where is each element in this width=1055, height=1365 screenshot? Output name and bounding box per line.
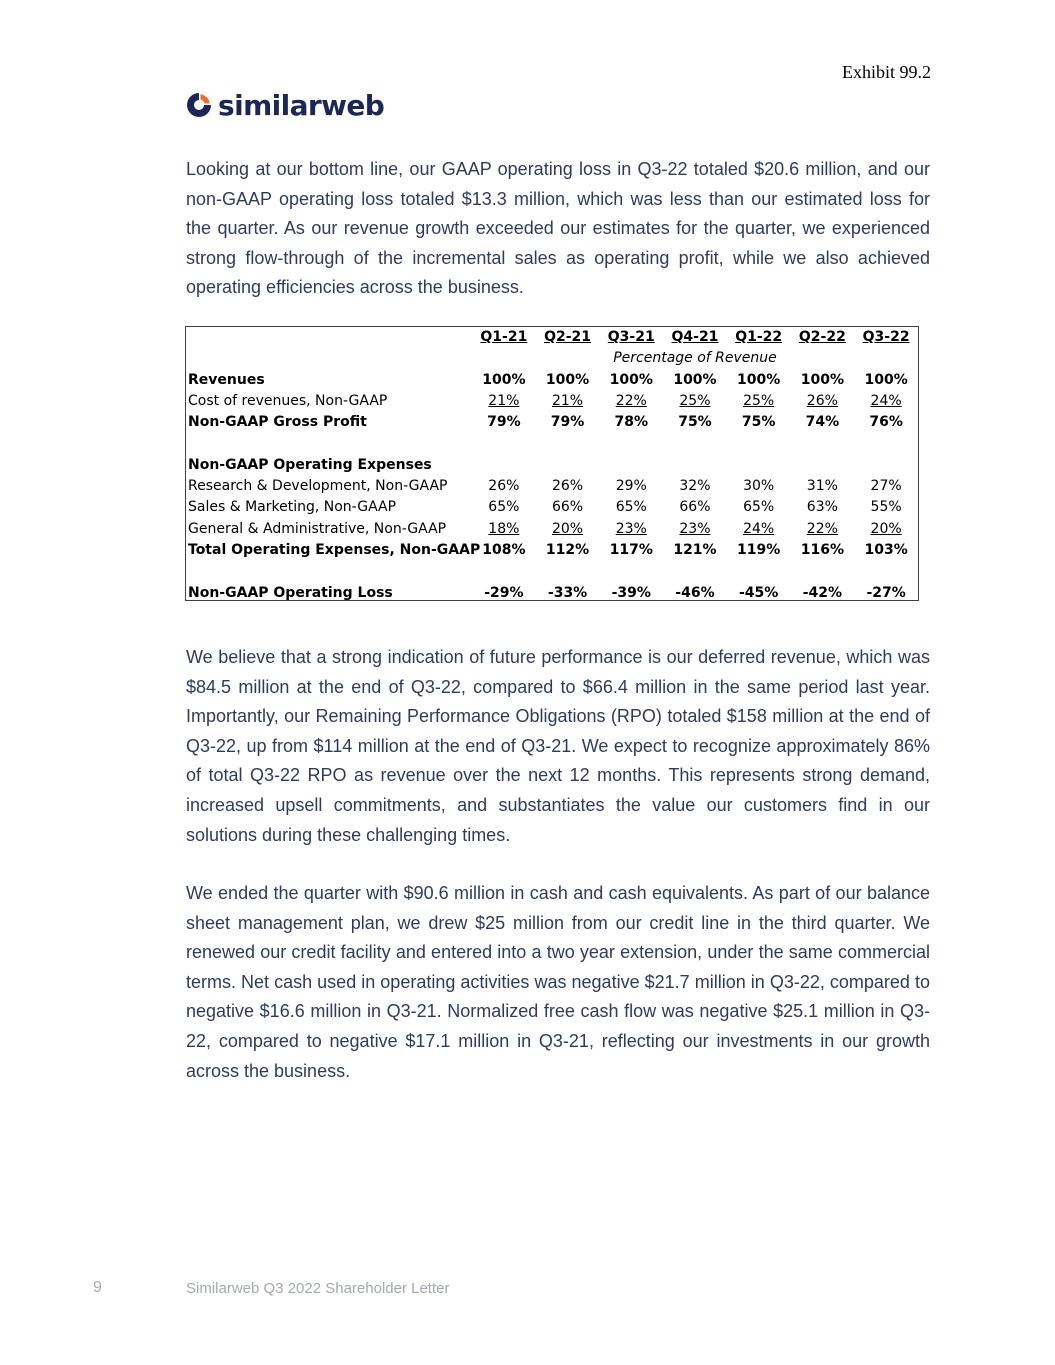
table-cell: 100% xyxy=(673,371,717,388)
row-label: Sales & Marketing, Non-GAAP xyxy=(188,499,397,516)
table-cell: 103% xyxy=(864,541,908,558)
table-row xyxy=(186,391,918,412)
table-cell: -33% xyxy=(547,584,588,601)
table-cell: 116% xyxy=(800,541,844,558)
row-label xyxy=(186,561,472,582)
paragraph-deferred-revenue: We believe that a strong indication of future performance is our deferred revenue, which was $84.5 million at the end of Q3-22, compared to $66.4 million in the same period last year. Importantly, our Remaining Performance Obligations (RPO) totaled $158 million at the end of Q3-22, up from $114 million at the end of Q3-21. We expect to recognize approximately 86% of total Q3-22 RPO as revenue over the next 12 months. This represents strong demand, increased upsell commitments, and substantiates the value our customers find in our solutions during these challenging times. xyxy=(186,647,930,845)
table-cell: 75% xyxy=(678,414,712,431)
table-cell: 65% xyxy=(615,499,647,516)
table-cell: 26% xyxy=(551,478,584,495)
table-row xyxy=(186,476,918,497)
row-label: Research & Development, Non-GAAP xyxy=(188,478,448,495)
table-cell: 25% xyxy=(743,392,775,409)
table-cell: -39% xyxy=(611,584,651,601)
table-cell xyxy=(854,561,918,582)
table-cell xyxy=(727,561,791,582)
table-header-row xyxy=(186,327,918,348)
paragraph-operating-loss: Looking at our bottom line, our GAAP operating loss in Q3-22 totaled $20.6 million, and our non-GAAP operating loss totaled $13.3 million, which was less than our estimated loss for the quarter. As our revenue growth exceeded our estimates for the quarter, we experienced strong flow-through of the incremental sales as operating profit, while we also achieved operating efficiencies across the business. xyxy=(186,159,930,298)
percentage-of-revenue-table xyxy=(185,326,919,601)
table-cell xyxy=(536,561,600,582)
column-header: Q2-22 xyxy=(798,329,846,345)
table-cell: 24% xyxy=(743,520,775,537)
row-label: Non-GAAP Operating Expenses xyxy=(188,456,432,473)
row-label: Cost of revenues, Non-GAAP xyxy=(188,392,388,409)
table-cell xyxy=(536,433,600,454)
table-cell xyxy=(472,561,536,582)
table-header-spacer xyxy=(186,327,472,348)
column-header: Q1-21 xyxy=(480,329,528,345)
row-label: General & Administrative, Non-GAAP xyxy=(188,520,447,537)
table-cell: -27% xyxy=(866,584,906,601)
table-cell xyxy=(854,433,918,454)
page-number: 9 xyxy=(93,1279,102,1296)
table-cell: 100% xyxy=(482,371,526,388)
table-cell: -29% xyxy=(484,584,524,601)
table-cell: 65% xyxy=(743,499,775,516)
table-cell: 78% xyxy=(614,414,649,431)
column-header: Q4-21 xyxy=(671,329,719,345)
table-row xyxy=(186,540,918,561)
table-cell: -45% xyxy=(739,584,779,601)
row-label: Total Operating Expenses, Non-GAAP xyxy=(188,541,481,558)
table-cell xyxy=(791,455,855,476)
table-cell: 55% xyxy=(870,499,902,516)
table-cell: 21% xyxy=(551,392,584,409)
table-row xyxy=(186,370,918,391)
table-cell: 26% xyxy=(806,392,838,409)
table-cell: 121% xyxy=(673,541,717,558)
table-cell: 20% xyxy=(551,520,584,537)
table-cell: 27% xyxy=(870,478,902,495)
table-cell: 66% xyxy=(679,499,711,516)
table-cell xyxy=(727,455,791,476)
table-row xyxy=(186,497,918,518)
table-cell: 100% xyxy=(545,371,590,388)
table-row xyxy=(186,455,918,476)
table-cell: 100% xyxy=(864,371,908,388)
table-cell: 23% xyxy=(615,520,647,537)
company-logo xyxy=(186,86,384,124)
table-cell: 29% xyxy=(615,478,647,495)
table-cell xyxy=(727,433,791,454)
paragraph-cash-position: We ended the quarter with $90.6 million in cash and cash equivalents. As part of our balance sheet management plan, we drew $25 million from our credit line in the third quarter. We renewed our credit facility and entered into a two year extension, under the same commercial terms. Net cash used in operating activities was negative $21.7 million in Q3-22, compared to negative $16.6 million in Q3-21. Normalized free cash flow was negative $25.1 million in Q3-22, compared to negative $17.1 million in Q3-21, reflecting our investments in our growth across the business. xyxy=(186,883,930,1081)
table-cell xyxy=(663,433,727,454)
row-label: Revenues xyxy=(188,371,265,388)
similarweb-logo-icon xyxy=(186,92,212,118)
table-cell xyxy=(854,455,918,476)
table-cell: 22% xyxy=(806,520,838,537)
column-header: Q1-22 xyxy=(735,329,783,345)
table-cell xyxy=(599,561,663,582)
table-cell: 20% xyxy=(870,520,902,537)
table-cell: 63% xyxy=(806,499,838,516)
table-cell: 23% xyxy=(679,520,711,537)
table-spacer-row xyxy=(186,561,918,582)
table-cell xyxy=(663,561,727,582)
table-cell: 119% xyxy=(737,541,781,558)
column-header: Q2-21 xyxy=(544,329,592,345)
table-cell: 112% xyxy=(545,541,590,558)
table-cell xyxy=(536,455,600,476)
table-cell: -46% xyxy=(675,584,715,601)
table-row xyxy=(186,583,918,604)
table-cell: 79% xyxy=(487,414,521,431)
table-cell xyxy=(472,433,536,454)
column-header: Q3-21 xyxy=(607,329,655,345)
table-cell: 79% xyxy=(550,414,585,431)
table-subheader: Percentage of Revenue xyxy=(613,350,777,367)
row-label xyxy=(186,433,472,454)
table-cell: 18% xyxy=(488,520,520,537)
table-cell xyxy=(599,455,663,476)
table-cell: 75% xyxy=(741,414,776,431)
table-cell xyxy=(791,433,855,454)
row-label: Non-GAAP Gross Profit xyxy=(188,414,367,431)
table-cell: 108% xyxy=(482,541,526,558)
table-cell: 65% xyxy=(488,499,520,516)
table-cell: 117% xyxy=(609,541,653,558)
table-cell: 24% xyxy=(870,392,902,409)
table-cell: 26% xyxy=(488,478,520,495)
table-subheader-row xyxy=(186,348,918,369)
table-spacer-row xyxy=(186,433,918,454)
table-cell xyxy=(791,561,855,582)
table-cell: 32% xyxy=(679,478,711,495)
table-cell: 74% xyxy=(805,414,840,431)
logo-text: similarweb xyxy=(218,88,385,122)
exhibit-label: Exhibit 99.2 xyxy=(842,62,931,82)
table-cell: 100% xyxy=(737,371,781,388)
table-row xyxy=(186,519,918,540)
table-cell: 25% xyxy=(679,392,711,409)
table-cell: 22% xyxy=(615,392,647,409)
row-label: Non-GAAP Operating Loss xyxy=(188,584,393,601)
table-cell: -42% xyxy=(802,584,843,601)
footer-title: Similarweb Q3 2022 Shareholder Letter xyxy=(186,1280,450,1297)
table-cell: 100% xyxy=(609,371,653,388)
table-cell xyxy=(472,455,536,476)
table-cell: 30% xyxy=(743,478,775,495)
column-header: Q3-22 xyxy=(862,329,910,345)
table-cell: 100% xyxy=(800,371,844,388)
table-cell: 66% xyxy=(551,499,584,516)
table-cell: 21% xyxy=(488,392,520,409)
table-cell: 76% xyxy=(869,414,903,431)
table-cell: 31% xyxy=(806,478,838,495)
table-cell xyxy=(663,455,727,476)
table-row xyxy=(186,412,918,433)
table-cell xyxy=(599,433,663,454)
